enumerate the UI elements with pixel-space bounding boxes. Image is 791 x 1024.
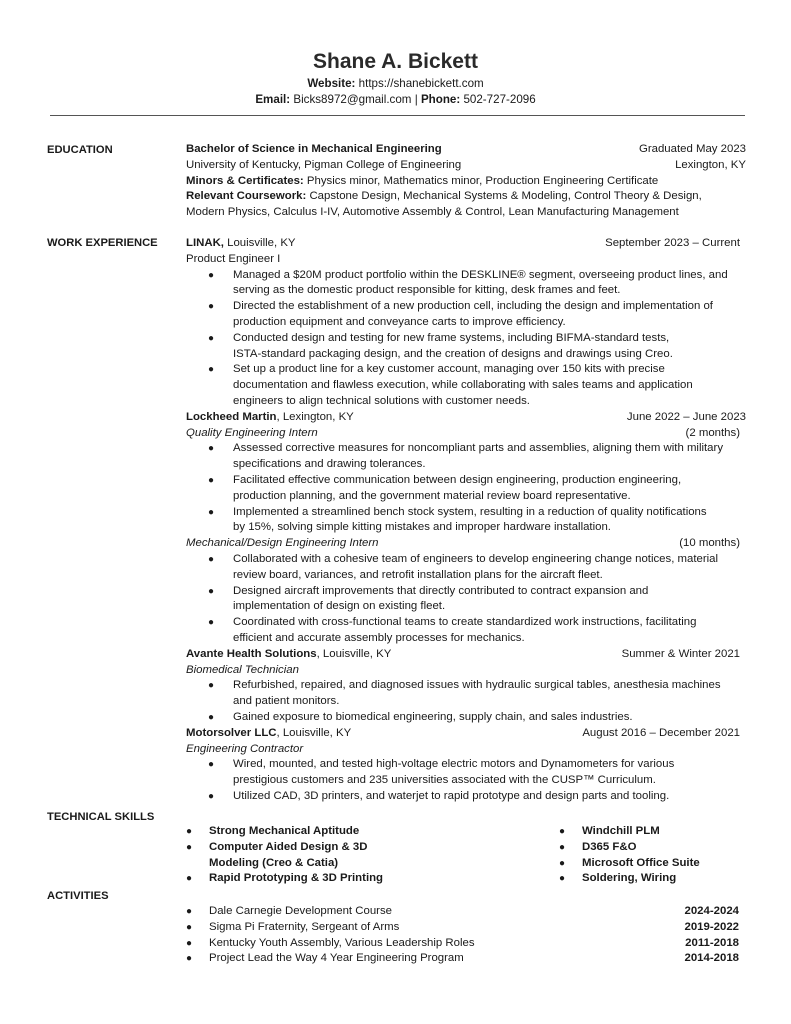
- activities-block: [186, 904, 739, 967]
- bullet-icon: ●: [208, 443, 215, 455]
- bullet-list: [186, 441, 746, 536]
- bullet-icon: ●: [559, 826, 566, 837]
- list-item: ● Wired, mounted, and tested high-voltage electric motors and Dynamometers for various prestigious customers and 235 universities associated with the CUSP™ Curriculum.: [208, 758, 675, 787]
- coursework-label: Relevant Coursework:: [186, 190, 307, 203]
- company-name: Motorsolver LLC: [186, 726, 277, 739]
- list-item: ● D365 F&O: [559, 840, 739, 856]
- list-item: ● Coordinated with cross-functional teams to create standardized work instructions, facilitating efficient and accurate assembly processes for mechanics.: [208, 616, 697, 644]
- bullet-list: [186, 552, 746, 647]
- job-header-avante: [186, 647, 746, 663]
- header-divider: [50, 115, 745, 116]
- list-item: ● Utilized CAD, 3D printers, and waterjet to rapid prototype and design parts and tooling.: [186, 789, 746, 805]
- list-item: ● Microsoft Office Suite: [559, 856, 739, 872]
- list-item: ● Refurbished, repaired, and diagnosed issues with hydraulic surgical tables, anesthesia machines and patient monitors.: [208, 679, 721, 708]
- coursework-text-1: Capstone Design, Mechanical Systems & Modeling, Control Theory & Design,: [309, 190, 702, 203]
- bullet-icon: ●: [186, 906, 193, 917]
- bullet-icon: ●: [186, 873, 193, 885]
- coursework-line-2: Modern Physics, Calculus I-IV, Automotive Assembly & Control, Lean Manufacturing Management: [186, 206, 679, 219]
- job-title: Engineering Contractor: [186, 742, 304, 755]
- list-item: ● Managed a $20M product portfolio within the DESKLINE® segment, overseeing product lines, and serving as the domestic product responsible for kitting, desk frames and feet.: [208, 268, 728, 297]
- activity-name: Kentucky Youth Assembly, Various Leadership Roles: [209, 936, 475, 949]
- job-duration: (10 months): [679, 537, 740, 550]
- list-item: ● Set up a product line for a key customer account, managing over 150 kits with precise documentation and flawless execution, while collaborating with sales teams and application engineers to align technical solutions with customer needs.: [208, 363, 693, 407]
- minors-text: Physics minor, Mathematics minor, Production Engineering Certificate: [306, 174, 659, 187]
- bullet-icon: ●: [208, 301, 215, 313]
- bullet-icon: ●: [208, 790, 215, 802]
- list-item: ● Strong Mechanical Aptitude: [186, 824, 516, 840]
- website-label: Website:: [307, 77, 356, 90]
- bullet-icon: ●: [559, 841, 566, 853]
- bullet-icon: ●: [186, 921, 193, 933]
- contact-separator: |: [414, 93, 418, 106]
- candidate-name: Shane A. Bickett: [313, 50, 478, 73]
- phone-label: Phone:: [420, 93, 461, 106]
- email-phone-line: [0, 92, 791, 108]
- degree: Bachelor of Science in Mechanical Engineering: [186, 143, 442, 155]
- list-item: ● Conducted design and testing for new frame systems, including BIFMA-standard tests, ISTA-standard packaging design, and the creation of designs and drawings using Creo.: [208, 331, 673, 360]
- company-name: Lockheed Martin: [186, 410, 277, 423]
- bullet-icon: ●: [559, 873, 566, 885]
- list-item: ● Implemented a streamlined bench stock system, resulting in a reduction of quality notifications by 15%, solving simple kitting mistakes and improper hardware installation.: [208, 505, 707, 534]
- list-item: ● Windchill PLM: [559, 824, 739, 840]
- bullet-icon: ●: [208, 506, 215, 518]
- job-dates: Summer & Winter 2021: [621, 647, 740, 660]
- section-education: EDUCATION: [47, 144, 113, 156]
- bullet-icon: ●: [208, 474, 215, 486]
- job-header-linak: [186, 236, 746, 252]
- list-item: ● Rapid Prototyping & 3D Printing: [186, 871, 516, 887]
- activity-years: 2011-2018: [685, 936, 739, 949]
- skills-left-column: [186, 824, 516, 887]
- graduation-date: Graduated May 2023: [638, 143, 746, 155]
- bullet-icon: ●: [208, 269, 215, 281]
- company-location: , Lexington, KY: [276, 410, 354, 423]
- email-label: Email:: [255, 93, 291, 106]
- job-title: Quality Engineering Intern: [186, 426, 318, 439]
- list-item: [186, 936, 739, 952]
- bullet-icon: ●: [208, 585, 215, 597]
- school: University of Kentucky, Pigman College of Engineering: [186, 158, 462, 171]
- section-activities: ACTIVITIES: [47, 890, 109, 902]
- list-item: ● Soldering, Wiring: [559, 871, 739, 887]
- list-item: ● Computer Aided Design & 3D Modeling (Creo & Catia): [186, 840, 368, 869]
- job-dates: June 2022 – June 2023: [626, 410, 746, 423]
- company-name: Avante Health Solutions: [186, 647, 317, 660]
- bullet-icon: ●: [208, 332, 215, 344]
- school-location: Lexington, KY: [675, 158, 746, 171]
- website-link[interactable]: https://shanebickett.com: [358, 77, 484, 90]
- education-block: [186, 142, 746, 221]
- bullet-list: [186, 678, 746, 725]
- activity-name: Sigma Pi Fraternity, Sergeant of Arms: [209, 920, 400, 933]
- bullet-list: [186, 268, 746, 410]
- website-line: [0, 76, 791, 92]
- company-location: Louisville, KY: [223, 237, 296, 249]
- activity-years: 2014-2018: [684, 952, 739, 965]
- job-title: Product Engineer I: [186, 252, 281, 265]
- list-item: [186, 951, 739, 967]
- minors-line: [186, 174, 746, 190]
- bullet-icon: ●: [208, 364, 215, 376]
- coursework-line: [186, 189, 746, 205]
- bullet-icon: ●: [208, 711, 215, 723]
- bullet-icon: ●: [208, 759, 215, 771]
- list-item: [186, 920, 739, 936]
- minors-label: Minors & Certificates:: [186, 174, 304, 187]
- bullet-icon: ●: [208, 617, 215, 629]
- job-title: Mechanical/Design Engineering Intern: [186, 537, 379, 550]
- resume-header: [0, 48, 791, 108]
- phone-number: 502-727-2096: [463, 93, 536, 106]
- activity-name: Dale Carnegie Development Course: [209, 905, 392, 917]
- list-item: ● Gained exposure to biomedical engineering, supply chain, and sales industries.: [186, 710, 746, 726]
- bullet-icon: ●: [186, 937, 193, 949]
- job-dates: September 2023 – Current: [605, 237, 740, 249]
- list-item: ● Directed the establishment of a new production cell, including the design and implementation of production equipment and conveyance carts to improve efficiency.: [208, 300, 713, 328]
- list-item: ● Facilitated effective communication between design engineering, production engineering, production planning, and the government material review board representative.: [208, 473, 682, 502]
- company-location: , Louisville, KY: [276, 726, 352, 739]
- job-duration: (2 months): [685, 426, 740, 439]
- bullet-icon: ●: [559, 857, 566, 869]
- activity-years: 2019-2022: [684, 920, 739, 933]
- email-link[interactable]: Bicks8972@gmail.com: [293, 93, 412, 106]
- bullet-list: [186, 757, 746, 804]
- bullet-icon: ●: [186, 841, 193, 853]
- list-item: ● Assessed corrective measures for noncompliant parts and assemblies, aligning them with military specifications and drawing tolerances.: [208, 442, 724, 471]
- job-dates: August 2016 – December 2021: [582, 726, 740, 739]
- bullet-icon: ●: [208, 680, 215, 692]
- job-header-lockheed: [186, 410, 746, 426]
- work-block: [186, 236, 746, 805]
- activity-years: 2024-2024: [684, 905, 739, 917]
- section-technical-skills: TECHNICAL SKILLS: [47, 811, 155, 823]
- company-location: , Louisville, KY: [316, 647, 392, 660]
- company-name: LINAK,: [186, 237, 224, 249]
- bullet-icon: ●: [186, 826, 193, 837]
- section-work-experience: WORK EXPERIENCE: [47, 237, 158, 249]
- skills-right-column: [559, 824, 739, 887]
- job-header-motorsolver: [186, 726, 746, 742]
- bullet-icon: ●: [208, 553, 215, 565]
- job-title: Biomedical Technician: [186, 663, 299, 676]
- bullet-icon: ●: [186, 953, 193, 965]
- activity-name: Project Lead the Way 4 Year Engineering Program: [209, 952, 464, 965]
- list-item: ● Collaborated with a cohesive team of engineers to develop engineering change notices, material review board, variances, and retrofit installation plans for the aircraft fleet.: [208, 552, 719, 581]
- list-item: ● Designed aircraft improvements that directly contributed to contract expansion and implementation of design on existing fleet.: [208, 584, 649, 613]
- list-item: [186, 904, 739, 920]
